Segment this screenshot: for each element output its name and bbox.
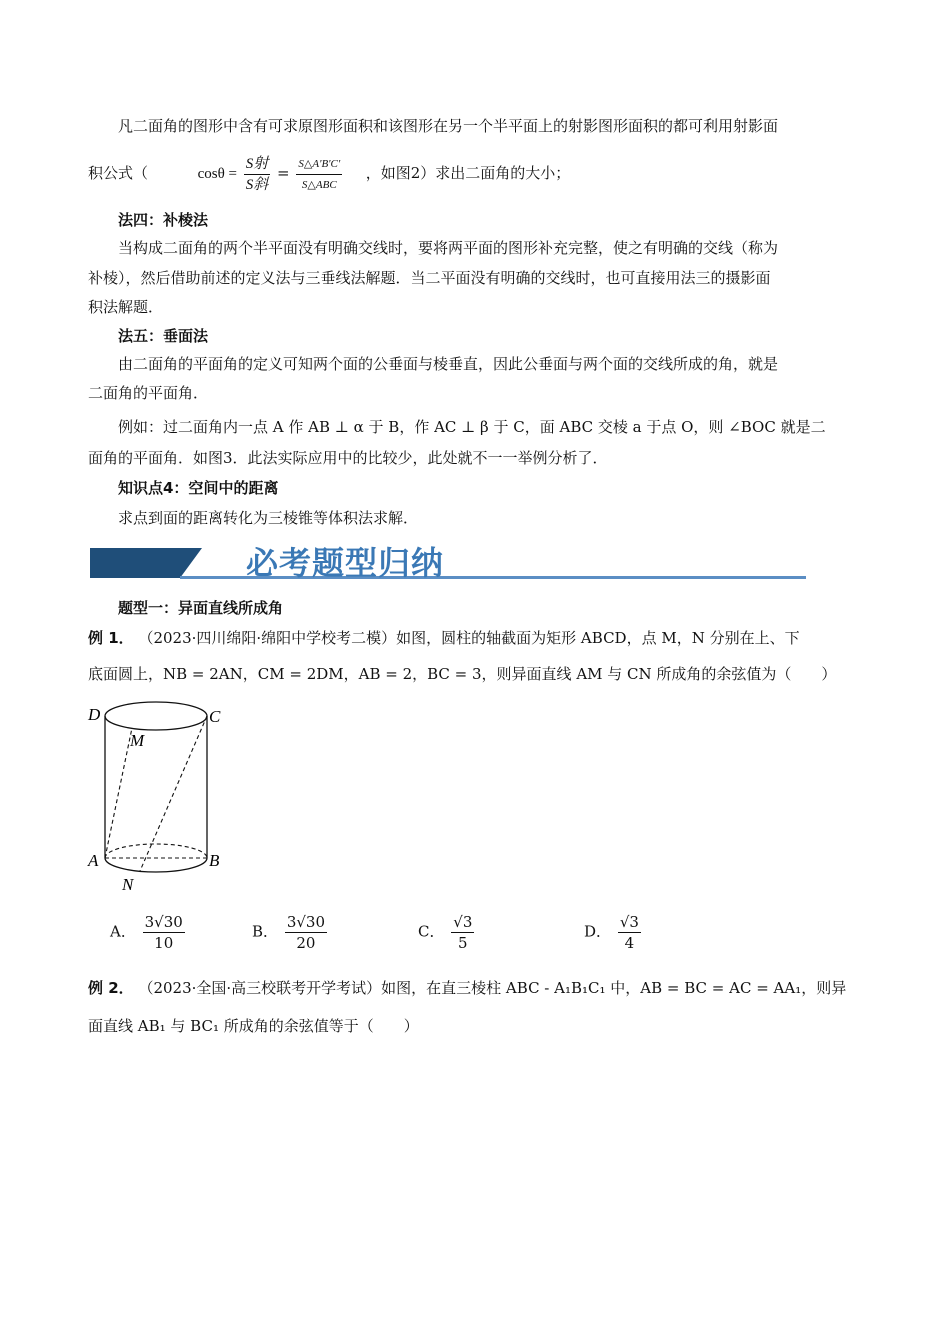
method-4-line-2: 补棱），然后借助前述的定义法与三垂线法解题．当二平面没有明确的交线时，也可直接用法三的摄影面 — [88, 269, 771, 287]
method-4-line-3: 积法解题． — [88, 298, 164, 316]
option-c-value — [451, 912, 474, 953]
option-b-value — [285, 912, 327, 953]
label-A: A — [88, 851, 99, 870]
option-b-letter: B． — [252, 922, 279, 941]
option-c-den: 5 — [458, 934, 468, 952]
example-1-line-1 — [88, 626, 868, 650]
option-a-den: 10 — [154, 934, 174, 952]
banner-bar — [90, 548, 180, 578]
example-1-label: 例 1． — [88, 629, 134, 647]
example-2-label: 例 2． — [88, 979, 134, 997]
option-d[interactable] — [584, 912, 643, 953]
bottom-back-arc — [105, 844, 207, 858]
option-c-num: √3 — [453, 913, 473, 931]
label-C: C — [209, 707, 221, 726]
formula-fraction-2 — [296, 154, 342, 195]
formula-lhs: cosθ = — [197, 166, 237, 182]
formula-eq: = — [277, 164, 290, 182]
top-ellipse — [105, 702, 207, 730]
option-c-letter: C． — [418, 922, 445, 941]
formula-suffix: ，如图2）求出二面角的大小； — [365, 164, 571, 182]
knowledge-4-title: 知识点4：空间中的距离 — [118, 479, 279, 497]
method-5-line-4: 面角的平面角．如图3．此法实际应用中的比较少，此处就不一一举例分析了． — [88, 449, 608, 467]
label-N: N — [122, 875, 134, 894]
formula-den-2: S△ABC — [301, 178, 337, 191]
example-1-line-2: 底面圆上，NB = 2AN，CM = 2DM，AB = 2，BC = 3，则异面直线 AM 与 CN 所成角的余弦值为（ ） — [88, 665, 837, 683]
option-a-letter: A． — [110, 922, 136, 941]
option-d-letter: D． — [584, 922, 612, 941]
paragraph-projection-area: 凡二面角的图形中含有可求原图形面积和该图形在另一个半平面上的射影图形面积的都可利用射影面 — [118, 117, 779, 135]
option-b-num: 3√30 — [286, 913, 326, 931]
formula-fraction-1 — [244, 154, 271, 195]
option-a-num: 3√30 — [144, 913, 183, 931]
method-5-title: 法五：垂面法 — [118, 327, 209, 345]
example-2-line-2: 面直线 AB₁ 与 BC₁ 所成角的余弦值等于（ ） — [88, 1017, 419, 1035]
bottom-front-arc — [105, 858, 207, 872]
method-4-line-1: 当构成二面角的两个半平面没有明确交线时，要将两平面的图形补充完整，使之有明确的交线（称为 — [118, 239, 779, 257]
banner-triangle — [180, 548, 202, 578]
formula-prefix: 积公式（ — [88, 164, 149, 182]
knowledge-4-line-1: 求点到面的距离转化为三棱锥等体积法求解． — [118, 509, 419, 527]
label-D: D — [88, 705, 101, 724]
method-5-line-2: 二面角的平面角． — [88, 384, 209, 402]
option-b[interactable] — [252, 912, 329, 953]
option-a-value — [143, 912, 185, 953]
method-5-line-1: 由二面角的平面角的定义可知两个面的公垂面与棱垂直，因此公垂面与两个面的交线所成的角，就是 — [118, 355, 779, 373]
option-d-value — [618, 912, 641, 953]
type-1-title: 题型一：异面直线所成角 — [118, 599, 284, 617]
method-4-title: 法四：补棱法 — [118, 211, 209, 229]
example-2-text-1: （2023·全国·高三校联考开学考试）如图，在直三棱柱 ABC - A₁B₁C₁ 中，AB = BC = AC = AA₁，则异 — [138, 979, 847, 997]
option-a[interactable] — [110, 912, 187, 953]
example-2-line-1 — [88, 976, 868, 1000]
option-d-num: √3 — [619, 913, 639, 931]
formula-line — [88, 148, 868, 198]
option-c[interactable] — [418, 912, 476, 953]
label-B: B — [209, 851, 220, 870]
cylinder-figure — [84, 700, 234, 896]
formula-den-1: S斜 — [245, 176, 269, 193]
segment-AM — [105, 728, 132, 858]
option-d-den: 4 — [624, 934, 635, 952]
label-M: M — [130, 731, 145, 750]
banner-title: 必考题型归纳 — [246, 544, 445, 582]
option-b-den: 20 — [296, 934, 316, 952]
segment-CN — [140, 716, 207, 871]
formula-num-1: S射 — [244, 154, 271, 175]
example-1-text-1: （2023·四川绵阳·绵阳中学校考二模）如图，圆柱的轴截面为矩形 ABCD，点 M，N 分别在上、下 — [138, 629, 800, 647]
method-5-line-3: 例如：过二面角内一点 A 作 AB ⊥ α 于 B，作 AC ⊥ β 于 C，面 ABC 交棱 a 于点 O，则 ∠BOC 就是二 — [118, 418, 826, 436]
formula-num-2: S△A'B'C' — [296, 154, 342, 175]
section-banner — [88, 536, 716, 582]
